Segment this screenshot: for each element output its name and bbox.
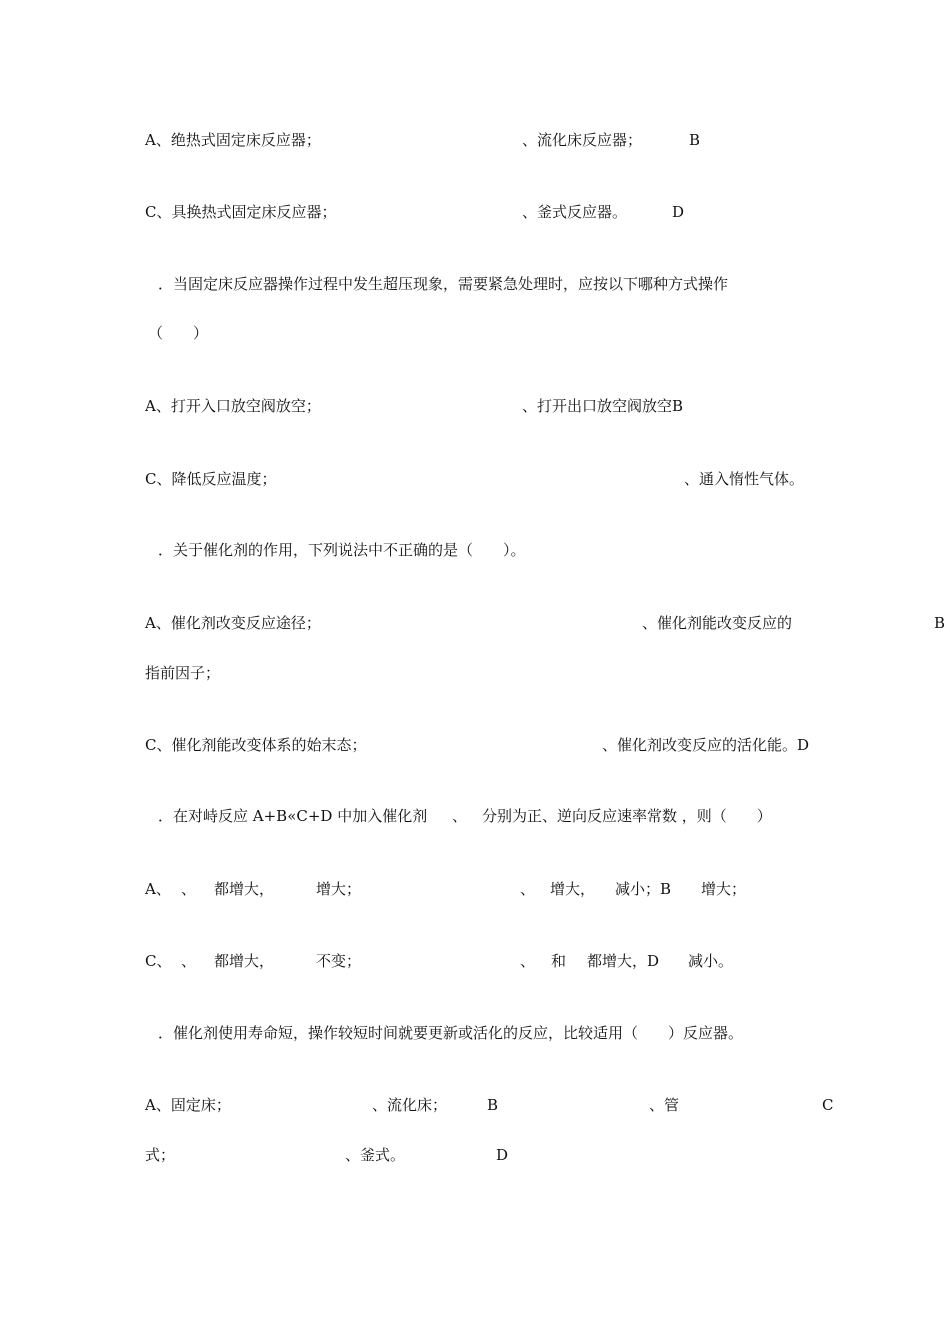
option-b-letter: B [934,614,946,632]
option-d-letter: D [496,1146,509,1164]
answer-parentheses: （ ） [148,324,209,342]
option-c-continuation: 式； [145,1146,176,1164]
option-d-text: 、釜式反应器。 [522,203,628,221]
option-c-label: C、 [145,952,172,970]
question-stem-part-2: 、 [452,807,468,825]
option-c-text: 、管 [649,1096,680,1114]
option-d-text: 、釜式。 [345,1146,406,1164]
question-stem-part-3: 分别为正、逆向反应速率常数 ，则（ ） [482,807,772,825]
option-a-label: A、 [145,880,171,898]
option-d-text-1: 和 [551,952,567,970]
option-c-separator: 、 [181,952,197,970]
option-c-text-1: 都增大， [214,952,275,970]
option-b-text-1: 增大， [550,880,596,898]
option-d-text-2: 都增大，D [587,952,660,970]
option-b-letter: B [487,1096,499,1114]
question-stem: ．催化剂使用寿命短，操作较短时间就要更新或活化的反应，比较适用（ ）反应器。 [158,1024,744,1042]
option-a-text: A、固定床； [145,1096,231,1114]
option-d-separator: 、 [520,952,536,970]
option-d-text-3: 减小。 [688,952,734,970]
question-stem: ．当固定床反应器操作过程中发生超压现象，需要紧急处理时，应按以下哪种方式操作 [158,275,729,293]
option-a-text-1: 都增大， [214,880,275,898]
question-stem-part-1: ．在对峙反应 A+B«C+D 中加入催化剂 [158,807,428,825]
option-a-text: A、绝热式固定床反应器； [145,131,321,149]
option-b-text: 、打开出口放空阀放空B [522,397,684,415]
option-b-separator: 、 [520,880,536,898]
question-stem: ．关于催化剂的作用，下列说法中不正确的是（ ）。 [158,541,526,559]
option-c-text: C、催化剂能改变体系的始末态； [145,736,367,754]
option-d-letter: D [672,203,685,221]
option-a-text: A、催化剂改变反应途径； [145,614,321,632]
option-d-text: 、通入惰性气体。 [684,470,805,488]
option-a-separator: 、 [181,880,197,898]
option-b-text: 、流化床； [372,1096,448,1114]
option-b-text-3: 增大； [701,880,747,898]
option-c-text: C、具换热式固定床反应器； [145,203,337,221]
option-b-text-2: 减小；B [615,880,672,898]
option-b-text: 、流化床反应器； [522,131,643,149]
option-d-text: 、催化剂改变反应的活化能。D [602,736,810,754]
option-c-text-2: 不变； [316,952,362,970]
option-b-letter: B [689,131,701,149]
option-c-text: C、降低反应温度； [145,470,277,488]
option-a-text-2: 增大； [316,880,362,898]
option-b-text: 、催化剂能改变反应的 [642,614,793,632]
option-b-continuation: 指前因子； [145,664,221,682]
option-c-letter: C [822,1096,834,1114]
option-a-text: A、打开入口放空阀放空； [145,397,321,415]
